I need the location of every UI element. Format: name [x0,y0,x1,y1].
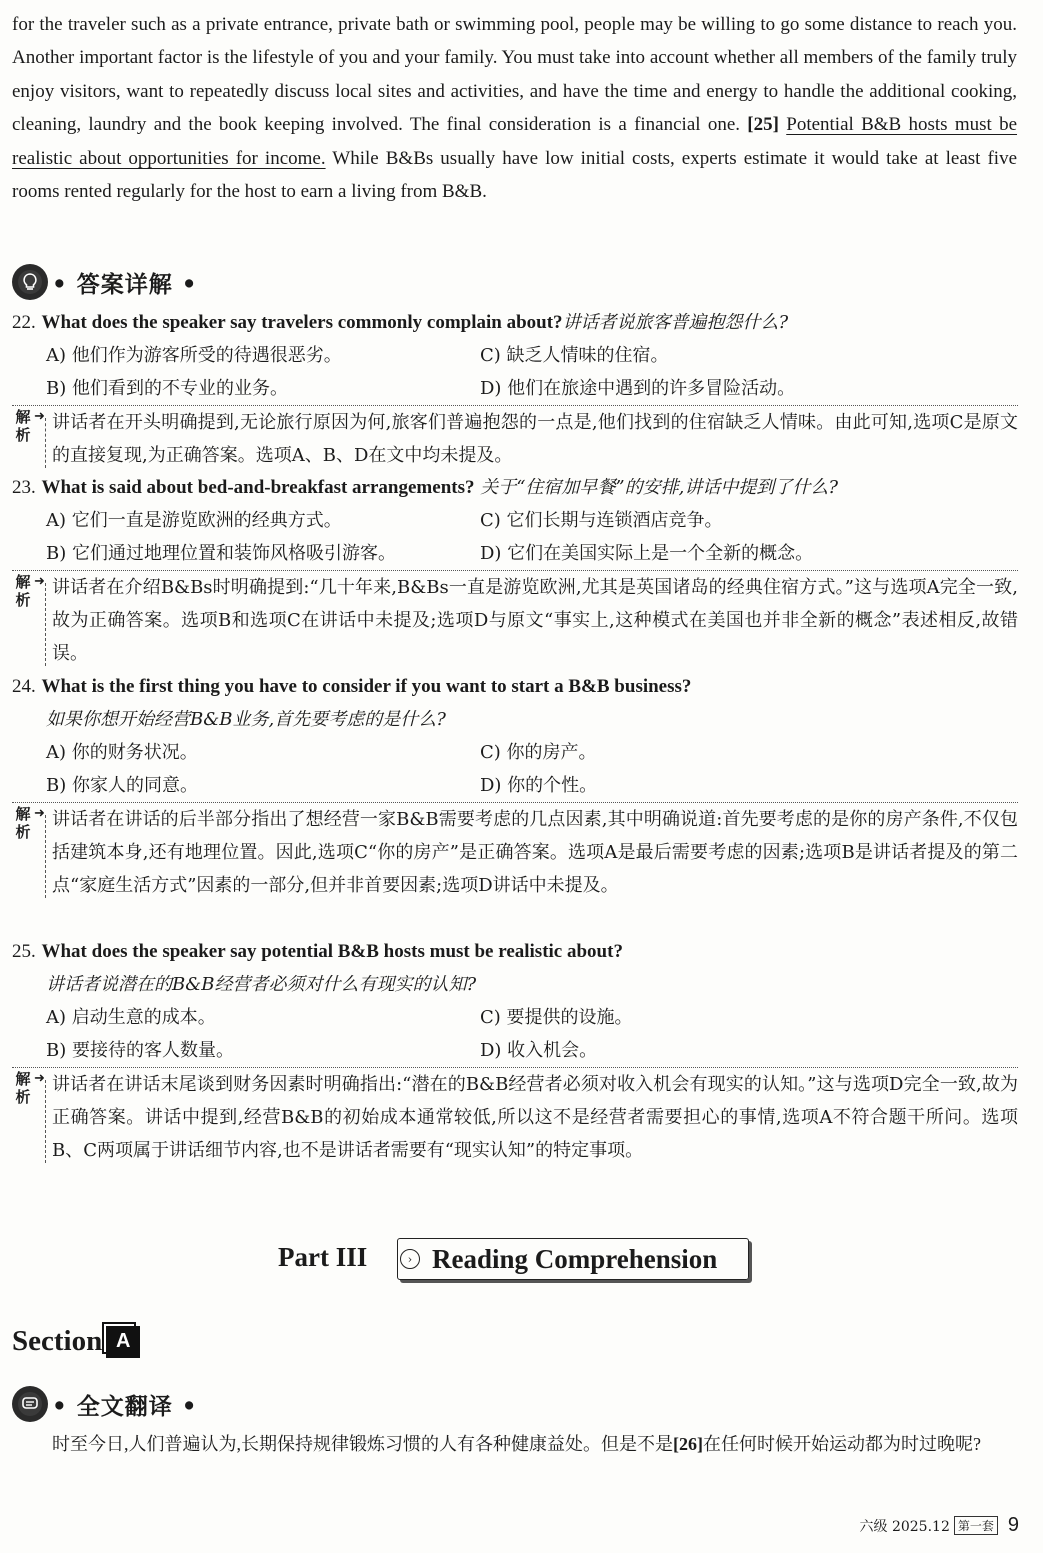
intro-text-1: for the traveler such as a private entrance, private bath or swimming pool, people may be willing to go some distance to reach you. Another important factor is the lifestyle of you and your family. You must take into account whether all members of the family truly enjoy visitors, want to repeatedly discuss local sites and activities, and have the time and energy to handle the additional cooking, cleaning, laundry and the book keeping involved. The final consideration is a financial one. [12,14,1017,136]
answers-title: • 答案详解 • [52,270,198,298]
question-text: What is the first thing you have to consider if you want to start a B&B business? [41,676,692,697]
translation-paragraph [12,1428,1017,1461]
option-d: D) 它们在美国实际上是一个全新的概念。 [480,543,814,564]
section-label: Section [12,1325,103,1357]
section-header [12,1325,140,1358]
analysis-text: 讲话者在介绍B&Bs时明确提到:“几十年来,B&Bs一直是游览欧洲,尤其是英国诸岛的经典住宿方式。”这与选项A完全一致,故为正确答案。选项B和选项C在讲话中未提及;选项D与原文“事实上,这种模式在美国也并非全新的概念”表述相反,故错误。 [52,577,1018,664]
question-24 [12,670,1022,736]
analysis-25 [12,1067,1018,1167]
translation-header [12,1386,197,1422]
question-number: 22. [12,312,36,333]
question-text: What does the speaker say travelers commonly complain about? [41,312,563,333]
footer-set-tag: 第一套 [954,1516,998,1535]
option-a: A) 你的财务状况。 [46,742,198,763]
option-a: A) 它们一直是游览欧洲的经典方式。 [46,510,342,531]
part-label: Part III [278,1242,368,1272]
option-c: C) 它们长期与连锁酒店竞争。 [480,510,723,531]
question-22 [12,306,1022,339]
option-d: D) 他们在旅途中遇到的许多冒险活动。 [480,378,796,399]
question-text: What is said about bed-and-breakfast arrangements? [41,477,475,498]
option-a: A) 启动生意的成本。 [46,1007,216,1028]
option-b: B) 它们通过地理位置和装饰风格吸引游客。 [46,543,396,564]
analysis-label: 解析 [15,408,31,444]
question-translation: 关于“住宿加早餐”的安排,讲话中提到了什么? [480,477,838,498]
translation-text-1: 时至今日,人们普遍认为,长期保持规律锻炼习惯的人有各种健康益处。但是不是 [52,1434,673,1454]
question-translation: 如果你想开始经营B&B业务,首先要考虑的是什么? [46,709,446,730]
question-translation: 讲话者说潜在的B&B经营者必须对什么有现实的认知? [46,974,477,995]
footer-level: 六级 2025.12 [859,1518,950,1535]
option-c: C) 你的房产。 [480,742,597,763]
question-number: 23. [12,477,36,498]
arrow-icon: ➜ [34,409,45,424]
arrow-icon: ➜ [34,574,45,589]
question-marker: [25] [747,114,779,136]
analysis-24 [12,802,1018,902]
option-b: B) 要接待的客人数量。 [46,1040,234,1061]
answers-header [12,264,197,300]
analysis-label: 解析 [15,573,31,609]
part-header [0,1236,1043,1282]
intro-paragraph [12,8,1017,208]
question-marker: [26] [673,1434,703,1454]
question-25 [12,935,1022,1001]
underlined-sentence: Potential B&B hosts must be realistic about opportunities for income. [12,114,1018,169]
chevron-right-icon: › [400,1249,420,1269]
analysis-label: 解析 [15,1070,31,1106]
translation-text-2: 在任何时候开始运动都为时过晚呢? [703,1434,981,1454]
option-c: C) 缺乏人情味的住宿。 [480,345,669,366]
option-d: D) 你的个性。 [480,775,598,796]
question-text: What does the speaker say potential B&B hosts must be realistic about? [41,941,623,962]
option-b: B) 他们看到的不专业的业务。 [46,378,288,399]
part-title: Reading Comprehension [432,1243,718,1274]
option-b: B) 你家人的同意。 [46,775,198,796]
speech-bubble-icon [12,1386,48,1422]
option-d: D) 收入机会。 [480,1040,598,1061]
analysis-22 [12,405,1018,472]
page-footer [860,1514,1019,1537]
analysis-text: 讲话者在开头明确提到,无论旅行原因为何,旅客们普遍抱怨的一点是,他们找到的住宿缺乏人情味。由此可知,选项C是原文的直接复现,为正确答案。选项A、B、D在文中均未提及。 [52,412,1018,466]
part-title-box [397,1238,749,1280]
question-23 [12,471,1022,504]
section-letter: A [106,1326,140,1358]
question-number: 24. [12,676,36,697]
question-number: 25. [12,941,36,962]
question-translation: 讲话者说旅客普遍抱怨什么? [562,312,789,333]
arrow-icon: ➜ [34,1071,45,1086]
option-c: C) 要提供的设施。 [480,1007,633,1028]
page-number: 9 [1007,1514,1019,1536]
arrow-icon: ➜ [34,806,45,821]
intro-text-2: While B&Bs usually have low initial costs, experts estimate it would take at least five rooms rented regularly for the host to earn a living from B&B. [12,147,1017,203]
translation-title: • 全文翻译 • [52,1392,198,1420]
analysis-text: 讲话者在讲话的后半部分指出了想经营一家B&B需要考虑的几点因素,其中明确说道:首先要考虑的是你的房产条件,不仅包括建筑本身,还有地理位置。因此,选项C“你的房产”是正确答案。选项A是最后需要考虑的因素;选项B是讲话者提及的第二点“家庭生活方式”因素的一部分,但并非首要因素;选项D讲话中未提及。 [52,809,1018,896]
analysis-text: 讲话者在讲话末尾谈到财务因素时明确指出:“潜在的B&B经营者必须对收入机会有现实的认知。”这与选项D完全一致,故为正确答案。讲话中提到,经营B&B的初始成本通常较低,所以这不是经营者需要担心的事情,选项A不符合题干所问。选项B、C两项属于讲话细节内容,也不是讲话者需要有“现实认知”的特定事项。 [52,1074,1018,1161]
analysis-23 [12,570,1018,670]
lightbulb-icon [12,264,48,300]
analysis-label: 解析 [15,805,31,841]
option-a: A) 他们作为游客所受的待遇很恶劣。 [46,345,342,366]
